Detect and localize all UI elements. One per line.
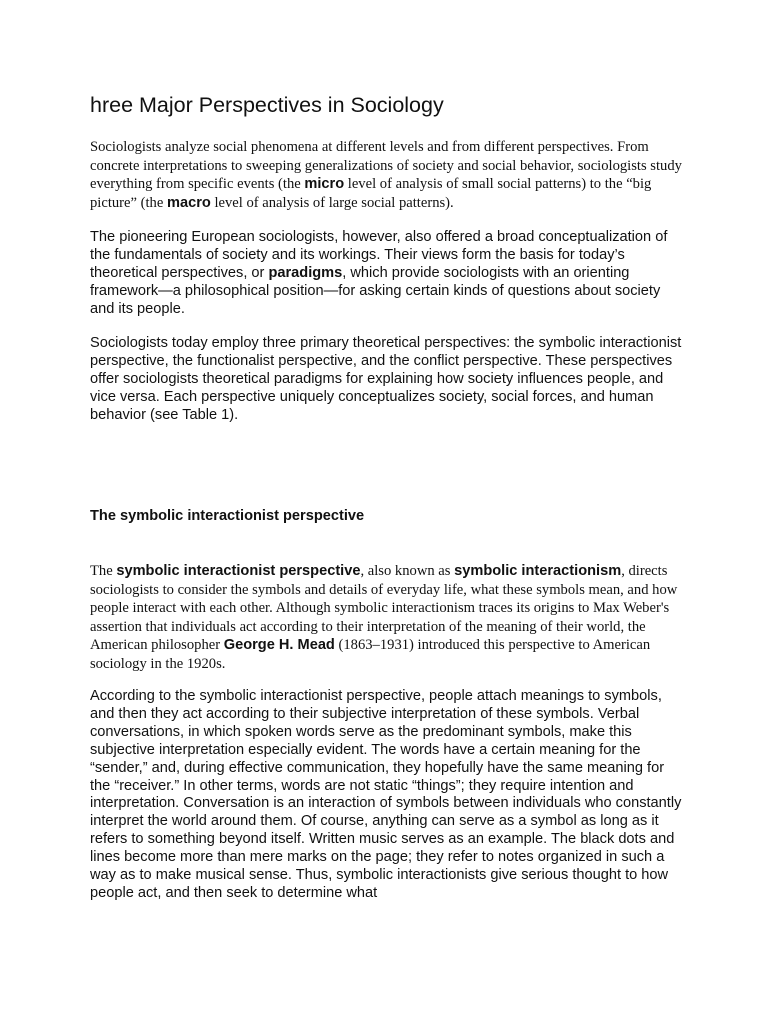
paragraph-si-text-3: , directs sociologists to consider the symbols and details of everyday life, what these symbols mean, and how people interact with each other. Although symbolic interactionism traces its origins to Max Weber's assertion that individuals act according to their interpretation of the meaning of their world, the American philosopher (90, 563, 678, 653)
paragraph-intro-text-1: Sociologists analyze social phenomena at different levels and from different perspectives. From concrete interpretations to sweeping generalizations of society and social behavior, sociologists study everything from specific events (the (90, 139, 682, 192)
section-heading: The symbolic interactionist perspective (90, 508, 365, 524)
paragraph-si-text-4: (1863–1931) introduced this perspective to American sociology in the 1920s. (90, 637, 651, 672)
paragraph-three-perspectives: Sociologists today employ three primary theoretical perspectives: the symbolic interactionist perspective, the functionalist perspective, and the conflict perspective. These perspectives offer sociologists theoretical paradigms for explaining how society influences people, and vice versa. Each perspective uniquely conceptualizes society, social forces, and human behavior (see Table 1). (90, 335, 682, 423)
paragraph-meanings: According to the symbolic interactionist perspective, people attach meanings to symbols, and then they act according to their subjective interpretation of these symbols. Verbal conversations, in which spoken words serve as the predominant symbols, make this subjective interpretation especially evident. The words have a certain meaning for the “sender,” and, during effective communication, they hopefully have the same meaning for the “receiver.” In other terms, words are not static “things”; they require intention and interpretation. Conversation is an interaction of symbols between individuals who constantly interpret the world around them. Of course, anything can serve as a symbol as long as it refers to something beyond itself. Written music serves as an example. The black dots and lines become more than mere marks on the page; they refer to notes organized in such a way as to make musical sense. Thus, symbolic interactionists give serious thought to how people act, and then seek to determine what (90, 688, 682, 901)
paragraph-intro (90, 138, 684, 212)
page-title: hree Major Perspectives in Sociology (90, 93, 444, 117)
term-george-h-mead: George H. Mead (223, 637, 335, 653)
paragraph-pioneers-text-2: , which provide sociologists with an orienting framework—a philosophical position—for asking certain kinds of questions about society and its people. (90, 264, 661, 317)
paragraph-pioneers-text-1: The pioneering European sociologists, however, also offered a broad conceptualization of the fundamentals of society and its workings. Their views form the basis for today’s theoretical perspectives, or (90, 229, 668, 281)
paragraph-intro-text-2: level of analysis of small social patterns) to the “big picture” (the (90, 176, 652, 211)
paragraph-pioneers (90, 229, 684, 319)
term-symbolic-interactionist-perspective: symbolic interactionist perspective (116, 563, 361, 579)
term-paradigms: paradigms (268, 264, 343, 281)
term-symbolic-interactionism: symbolic interactionism (454, 563, 622, 579)
term-micro: micro (304, 176, 345, 192)
paragraph-intro-text-3: level of analysis of large social patterns). (210, 194, 454, 211)
paragraph-symbolic-interactionism (90, 562, 684, 673)
paragraph-si-text-1: The (90, 563, 117, 579)
paragraph-si-text-2: , also known as (360, 563, 455, 579)
term-macro: macro (166, 194, 211, 211)
